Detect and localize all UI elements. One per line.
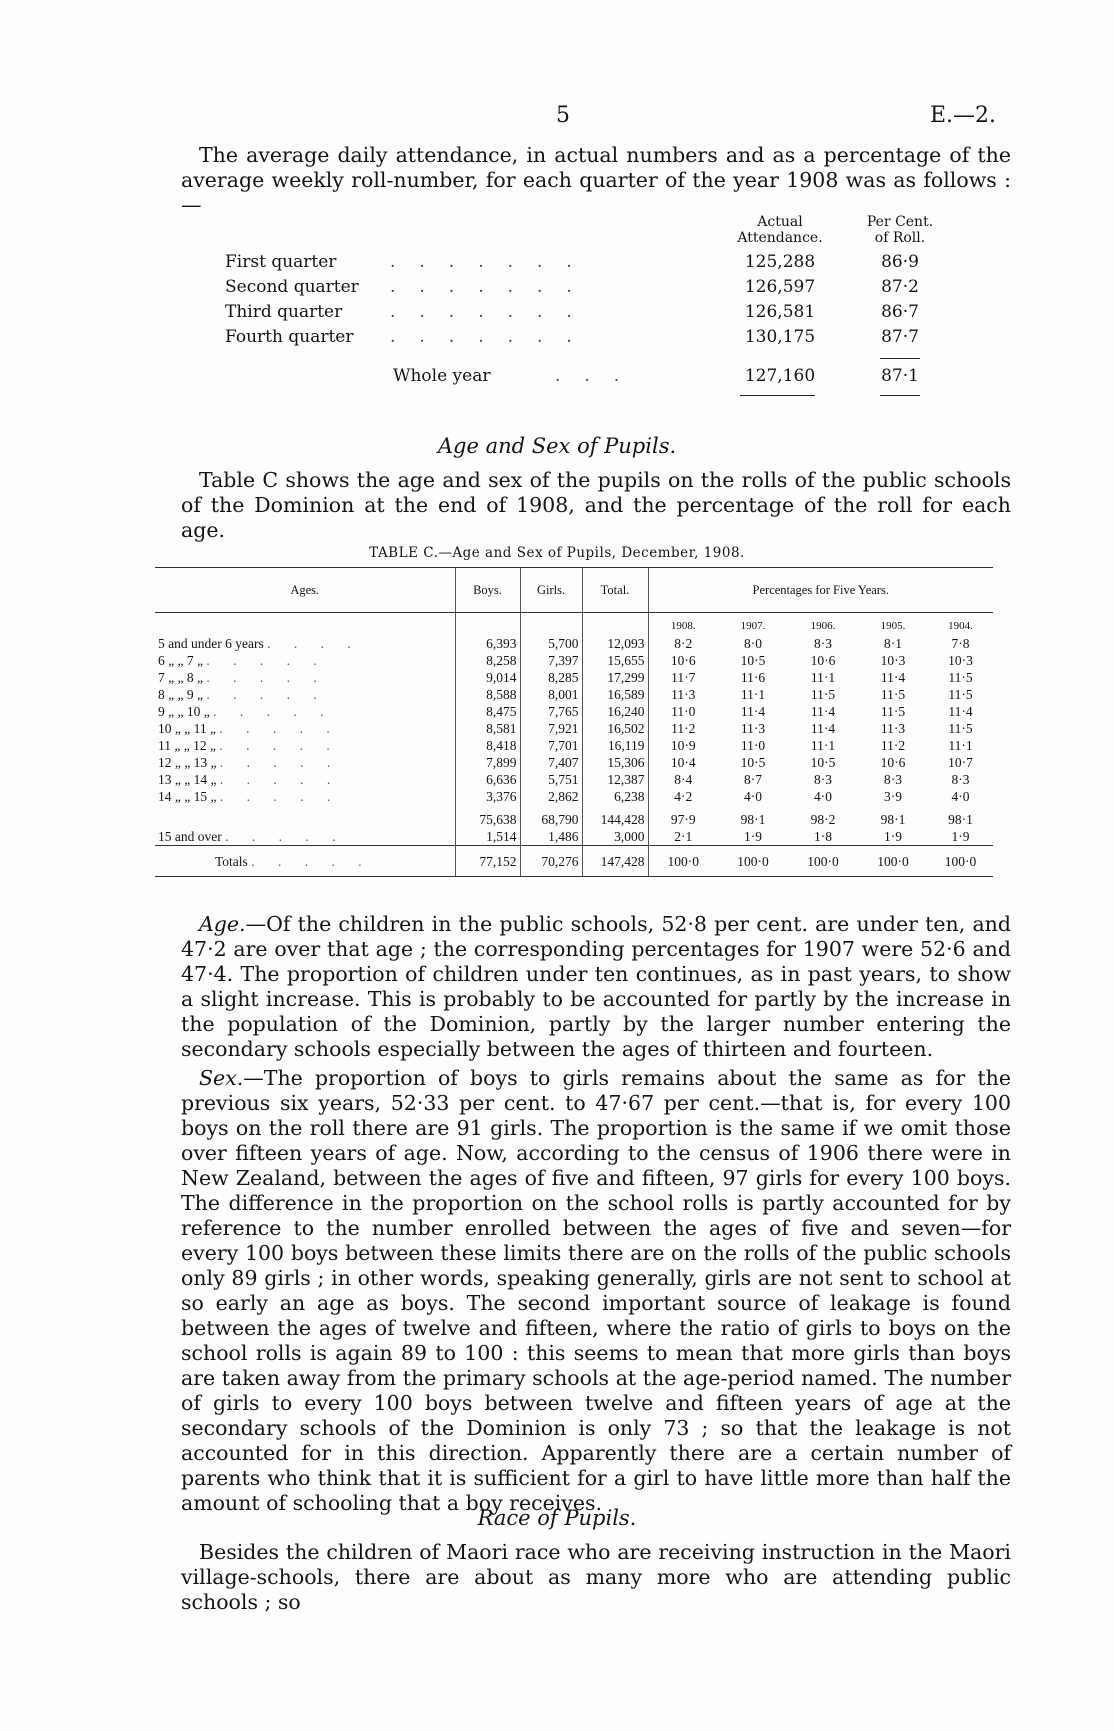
attendance-sum-rule — [880, 358, 920, 359]
age-label: 13 „ „ 14 „ — [158, 772, 217, 787]
intro-paragraph — [181, 143, 1011, 218]
boys-cell: 1,514 — [455, 828, 520, 846]
page-number: 5 — [556, 103, 570, 128]
boys-cell: 6,636 — [455, 771, 520, 788]
total-cell: 12,387 — [582, 771, 648, 788]
pct-cell: 98·1 — [948, 812, 973, 827]
pct-cell: 98·2 — [810, 812, 836, 827]
quarter-label: Second quarter — [225, 277, 359, 297]
table-row: 12 „ „ 13 „ . . . . . 7,899 7,407 15,306 10·4 10·5 10·5 10·6 10·7 — [155, 754, 993, 771]
subtotal-row — [155, 805, 993, 828]
pct-cell: 11·2 — [880, 738, 906, 753]
percent-value: 87·2 — [881, 277, 919, 297]
girls-cell: 7,765 — [520, 703, 582, 720]
pct-cell: 11·3 — [740, 721, 766, 736]
pct-cell: 8·3 — [814, 636, 832, 651]
pct-cell: 11·5 — [880, 687, 906, 702]
over-fifteen-row: 15 and over . . . . . 1,514 1,486 3,000 2·1 1·9 1·8 1·9 1·9 — [155, 828, 993, 846]
pct-cell: 11·1 — [810, 738, 836, 753]
pct-cell: 10·6 — [880, 755, 906, 770]
pct-cell: 8·0 — [744, 636, 762, 651]
year-row — [155, 613, 993, 636]
header-girls: Girls. — [520, 568, 582, 613]
attendance-row — [0, 300, 1114, 325]
whole-year-underline — [740, 395, 815, 396]
table-row: 6 „ „ 7 „ . . . . . 8,258 7,397 15,655 10·6 10·5 10·6 10·3 10·3 — [155, 652, 993, 669]
pct-cell: 8·3 — [814, 772, 832, 787]
year-label: 1906. — [810, 620, 836, 632]
pct-cell: 11·5 — [948, 721, 973, 736]
table-row: 7 „ „ 8 „ . . . . . 9,014 8,285 17,299 11·7 11·6 11·1 11·4 11·5 — [155, 669, 993, 686]
pct-cell: 4·0 — [951, 789, 970, 804]
pct-cell: 11·5 — [880, 704, 906, 719]
girls-subtotal: 68,790 — [520, 805, 582, 828]
boys-total: 77,152 — [455, 846, 520, 877]
table-header-row — [155, 568, 993, 613]
table-c-caption: TABLE C.—Age and Sex of Pupils, December, 1908. — [369, 545, 745, 561]
pct-cell: 100·0 — [648, 846, 718, 877]
pct-cell: 8·7 — [744, 772, 762, 787]
whole-year-row — [0, 364, 1114, 389]
girls-cell: 5,700 — [520, 635, 582, 652]
header-percentages: Percentages for Five Years. — [648, 568, 993, 613]
total-cell: 15,306 — [582, 754, 648, 771]
quarter-label: Fourth quarter — [225, 327, 354, 347]
whole-year-actual: 127,160 — [744, 366, 816, 386]
pct-cell: 11·0 — [648, 703, 718, 720]
age-text: —Of the children in the public schools, 52·8 per cent. are under ten, and 47·2 are over that age ; the corresponding percentages for 1907 were 52·6 and 47·4. The proportion of children under ten continues, as in past years, to show a slight increase. This is probably to be accounted for partly by the increase in the population of the Dominion, partly by the larger number entering the secondary schools especially between the ages of thirteen and fourteen. — [181, 912, 1011, 1061]
age-label: 6 „ „ 7 „ — [158, 653, 203, 668]
dot-leader: ....... — [390, 302, 596, 322]
boys-subtotal: 75,638 — [455, 805, 520, 828]
pct-cell: 100·0 — [718, 846, 788, 877]
header-ages: Ages. — [155, 568, 455, 613]
pct-cell: 100·0 — [788, 846, 858, 877]
pct-cell: 8·1 — [884, 636, 902, 651]
dot-leader: ... — [555, 366, 644, 386]
attendance-row — [0, 275, 1114, 300]
race-paragraph — [181, 1540, 1011, 1615]
pct-cell: 98·1 — [880, 812, 906, 827]
girls-cell: 2,862 — [520, 788, 582, 805]
pct-cell: 11·4 — [810, 704, 836, 719]
pct-cell: 11·1 — [948, 738, 973, 753]
pct-cell: 7·8 — [951, 636, 970, 651]
age-sex-text: Table C shows the age and sex of the pupils on the rolls of the public schools of the Dominion at the end of 1908, and the percentage of the roll for each age. — [181, 468, 1011, 542]
pct-cell: 11·1 — [740, 687, 766, 702]
boys-cell: 8,418 — [455, 737, 520, 754]
table-row: 8 „ „ 9 „ . . . . . 8,588 8,001 16,589 11·3 11·1 11·5 11·5 11·5 — [155, 686, 993, 703]
totals-row: Totals . . . . . 77,152 70,276 147,428 100·0 100·0 100·0 100·0 100·0 — [155, 846, 993, 877]
actual-value: 126,597 — [744, 277, 816, 297]
intro-text: The average daily attendance, in actual numbers and as a percentage of the average weekly roll-number, for each quarter of the year 1908 was as follows :— — [181, 143, 1011, 217]
total-cell: 16,502 — [582, 720, 648, 737]
header-total: Total. — [582, 568, 648, 613]
whole-year-underline — [880, 395, 920, 396]
col-actual-attendance: Actual Attendance. — [737, 214, 823, 246]
pct-cell: 11·1 — [810, 670, 836, 685]
total-cell: 16,119 — [582, 737, 648, 754]
actual-value: 125,288 — [744, 252, 816, 272]
girls-cell: 7,397 — [520, 652, 582, 669]
girls-cell: 7,701 — [520, 737, 582, 754]
pct-cell: 100·0 — [928, 846, 993, 877]
age-label: 12 „ „ 13 „ — [158, 755, 217, 770]
total-cell: 3,000 — [582, 828, 648, 846]
pct-cell: 10·9 — [648, 737, 718, 754]
pct-cell: 11·5 — [948, 687, 973, 702]
pct-cell: 10·5 — [810, 755, 836, 770]
girls-cell: 7,921 — [520, 720, 582, 737]
pct-cell: 8·3 — [951, 772, 970, 787]
pct-cell: 10·6 — [810, 653, 836, 668]
girls-cell: 5,751 — [520, 771, 582, 788]
age-sex-paragraph — [181, 468, 1011, 543]
total-cell: 16,240 — [582, 703, 648, 720]
quarter-label: First quarter — [225, 252, 337, 272]
dot-leader: ....... — [390, 252, 596, 272]
pct-cell: 1·9 — [951, 829, 970, 844]
sex-text: —The proportion of boys to girls remains about the same as for the previous six years, 52·33 per cent. to 47·67 per cent.—that is, for every 100 boys on the roll there are 91 girls. The proportion is the same if we omit those over fifteen years of age. Now, according to the census of 1906 there were in New Zealand, between the ages of five and fifteen, 97 girls for every 100 boys. The difference in the proportion on the school rolls is partly accounted for by reference to the number enrolled between the ages of five and seven—for every 100 boys between these limits there are on the rolls of the public schools only 89 girls ; in other words, speaking generally, girls are not sent to school at so early an age as boys. The second important source of leakage is found between the ages of twelve and fifteen, where the ratio of girls to boys on the school rolls is again 89 to 100 : this seems to mean that more girls than boys are taken away from the primary schools at the age-period named. The number of girls to every 100 boys between twelve and fifteen years of age at the secondary schools of the Dominion is only 73 ; so that the leakage is not accounted for in this direction. Apparently there are a certain number of parents who think that it is sufficient for a girl to have little more than half the amount of schooling that a boy receives. — [181, 1066, 1011, 1515]
age-label: 10 „ „ 11 „ — [158, 721, 216, 736]
section-heading-race: Race of Pupils. — [477, 1506, 637, 1530]
year-label: 1905. — [880, 620, 906, 632]
sex-paragraph — [181, 1066, 1011, 1516]
pct-cell: 11·7 — [648, 669, 718, 686]
age-label: 14 „ „ 15 „ — [158, 789, 217, 804]
attendance-row — [0, 325, 1114, 350]
pct-cell: 1·8 — [814, 829, 832, 844]
dot-leader: ....... — [390, 277, 596, 297]
total-subtotal: 144,428 — [582, 805, 648, 828]
dot-leader: ....... — [390, 327, 596, 347]
pct-cell: 10·3 — [880, 653, 906, 668]
age-paragraph — [181, 912, 1011, 1062]
girls-cell: 7,407 — [520, 754, 582, 771]
totals-label: Totals — [215, 853, 248, 869]
pct-cell: 11·0 — [740, 738, 766, 753]
header-boys: Boys. — [455, 568, 520, 613]
age-label: 11 „ „ 12 „ — [158, 738, 216, 753]
pct-cell: 4·0 — [814, 789, 832, 804]
table-row: 14 „ „ 15 „ . . . . . 3,376 2,862 6,238 4·2 4·0 4·0 3·9 4·0 — [155, 788, 993, 805]
pct-cell: 1·9 — [884, 829, 902, 844]
race-text: Besides the children of Maori race who are receiving instruction in the Maori village-schools, there are about as many more who are attending public schools ; so — [181, 1540, 1011, 1614]
pct-cell: 8·4 — [648, 771, 718, 788]
total-cell: 16,589 — [582, 686, 648, 703]
total-cell: 6,238 — [582, 788, 648, 805]
girls-cell: 1,486 — [520, 828, 582, 846]
boys-cell: 8,581 — [455, 720, 520, 737]
boys-cell: 8,588 — [455, 686, 520, 703]
section-heading-age-sex: Age and Sex of Pupils. — [437, 434, 677, 458]
attendance-row — [0, 250, 1114, 275]
percent-value: 86·7 — [881, 302, 919, 322]
percent-value: 86·9 — [881, 252, 919, 272]
whole-year-percent: 87·1 — [881, 366, 919, 386]
boys-cell: 8,475 — [455, 703, 520, 720]
quarter-label: Third quarter — [225, 302, 343, 322]
table-row: 13 „ „ 14 „ . . . . . 6,636 5,751 12,387 8·4 8·7 8·3 8·3 8·3 — [155, 771, 993, 788]
pct-cell: 11·3 — [880, 721, 906, 736]
pct-cell: 2·1 — [648, 828, 718, 846]
total-cell: 17,299 — [582, 669, 648, 686]
girls-cell: 8,285 — [520, 669, 582, 686]
table-row: 9 „ „ 10 „ . . . . . 8,475 7,765 16,240 11·0 11·4 11·4 11·5 11·4 — [155, 703, 993, 720]
pct-cell: 11·6 — [740, 670, 766, 685]
age-label: 5 and under 6 years — [158, 636, 264, 651]
age-label: 7 „ „ 8 „ — [158, 670, 203, 685]
col-percent-of-roll: Per Cent. of Roll. — [866, 214, 934, 246]
year-label: 1907. — [740, 620, 766, 632]
pct-cell: 10·7 — [948, 755, 973, 770]
pct-cell: 11·3 — [648, 686, 718, 703]
age-lead: Age. — [199, 912, 246, 936]
table-row: 5 and under 6 years . . . . 6,393 5,700 12,093 8·2 8·0 8·3 8·1 7·8 — [155, 635, 993, 652]
pct-cell: 3·9 — [884, 789, 902, 804]
year-label: 1904. — [948, 620, 973, 632]
table-c — [155, 567, 993, 877]
pct-cell: 1·9 — [744, 829, 762, 844]
girls-cell: 8,001 — [520, 686, 582, 703]
pct-cell: 8·2 — [648, 635, 718, 652]
girls-total: 70,276 — [520, 846, 582, 877]
pct-cell: 98·1 — [740, 812, 766, 827]
age-label: 15 and over — [158, 829, 222, 844]
pct-cell: 8·3 — [884, 772, 902, 787]
boys-cell: 7,899 — [455, 754, 520, 771]
pct-cell: 11·2 — [648, 720, 718, 737]
pct-cell: 11·4 — [740, 704, 766, 719]
percent-value: 87·7 — [881, 327, 919, 347]
pct-cell: 10·6 — [648, 652, 718, 669]
whole-year-label: Whole year — [393, 366, 491, 386]
table-row: 10 „ „ 11 „ . . . . . 8,581 7,921 16,502 11·2 11·3 11·4 11·3 11·5 — [155, 720, 993, 737]
pct-cell: 10·5 — [740, 653, 766, 668]
pct-cell: 10·4 — [648, 754, 718, 771]
pct-cell: 10·5 — [740, 755, 766, 770]
pct-cell: 4·2 — [648, 788, 718, 805]
total-cell: 15,655 — [582, 652, 648, 669]
sex-lead: Sex. — [199, 1066, 244, 1090]
grand-total: 147,428 — [582, 846, 648, 877]
actual-value: 126,581 — [744, 302, 816, 322]
pct-cell: 11·4 — [810, 721, 836, 736]
pct-cell: 97·9 — [648, 805, 718, 828]
boys-cell: 3,376 — [455, 788, 520, 805]
pct-cell: 11·5 — [948, 670, 973, 685]
pct-cell: 11·4 — [948, 704, 973, 719]
boys-cell: 8,258 — [455, 652, 520, 669]
total-cell: 12,093 — [582, 635, 648, 652]
pct-cell: 11·5 — [810, 687, 836, 702]
boys-cell: 6,393 — [455, 635, 520, 652]
actual-value: 130,175 — [744, 327, 816, 347]
pct-cell: 100·0 — [858, 846, 928, 877]
age-label: 9 „ „ 10 „ — [158, 704, 210, 719]
age-label: 8 „ „ 9 „ — [158, 687, 203, 702]
pct-cell: 11·4 — [880, 670, 906, 685]
pct-cell: 10·3 — [948, 653, 973, 668]
boys-cell: 9,014 — [455, 669, 520, 686]
table-row: 11 „ „ 12 „ . . . . . 8,418 7,701 16,119 10·9 11·0 11·1 11·2 11·1 — [155, 737, 993, 754]
pct-cell: 4·0 — [744, 789, 762, 804]
year-label: 1908. — [648, 613, 718, 636]
document-code: E.—2. — [930, 103, 997, 128]
